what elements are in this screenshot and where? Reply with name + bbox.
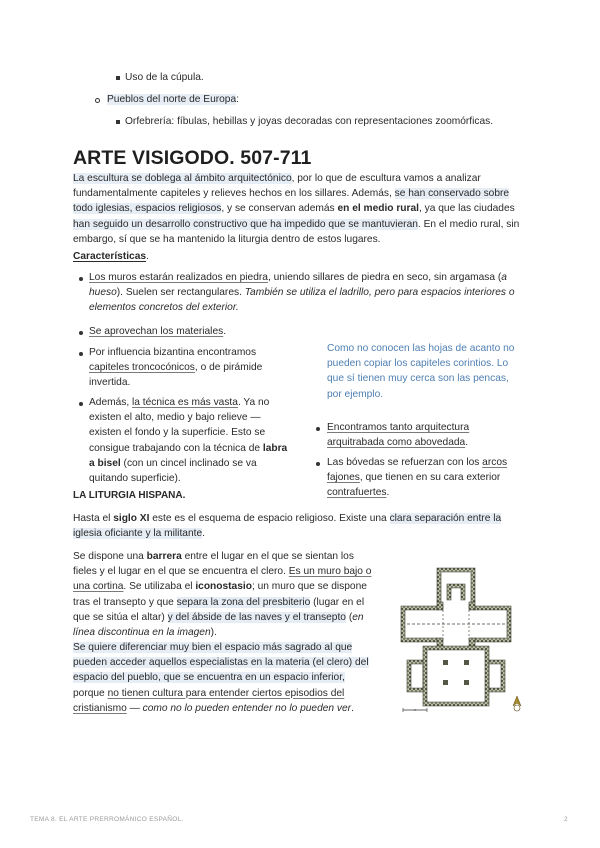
liturgia-heading: LA LITURGIA HISPANA. — [73, 490, 186, 501]
north-arrow-icon — [513, 696, 521, 711]
bullet-ring — [95, 98, 100, 103]
pier — [469, 638, 475, 646]
list-item-orfebreria: Orfebrería: fíbulas, hebillas y joyas decoradas con representaciones zoomórficas. — [125, 116, 494, 127]
bullet-dot — [79, 402, 83, 406]
pier — [464, 660, 469, 665]
side-note: Como no conocen las hojas de acanto no pueden copiar los capiteles corintios. Lo que sí tienen muy cerca son las pencas, por ejemplo. — [327, 343, 515, 400]
bullet-square — [116, 76, 120, 80]
list-item-pueblos: Pueblos del norte de Europa: — [107, 94, 239, 105]
bovedas-item: Las bóvedas se refuerzan con los arcos fajones, que tienen en su cara exterior contrafuertes. — [327, 457, 508, 499]
apse-inner — [447, 584, 465, 600]
pier — [469, 602, 475, 610]
bullet-dot — [316, 427, 320, 431]
arquitectura-item: Encontramos tanto arquitectura arquitrabada como abovedada. — [327, 422, 470, 449]
bullet-dot — [316, 462, 320, 466]
intro-paragraph: La escultura se doblega al ámbito arquitectónico, por lo que de escultura vamos a analizar fundamentalmente capiteles y relieves hechos en los sillares. Además, se han conservado sobre todo iglesias, espacios religiosos, y se conservan además en el medio rural, ya que las ciudades han seguido un desarrollo constructivo que ha impedido que se mantuvieran. En el medio rural, sin embargo, sí que se ha mantenido la liturgia dentro de estos lugares. — [73, 173, 520, 245]
side-chapel-right — [489, 660, 505, 692]
aprovechan-item: Se aprovechan los materiales. — [89, 326, 227, 337]
pier — [443, 660, 448, 665]
pueblos-label: Pueblos del norte de Europa — [107, 94, 237, 105]
bullet-dot — [79, 277, 83, 281]
tecnica-item: Además, la técnica es más vasta. Ya no existen el alto, medio y bajo relieve — existen el fondo y la superficie. Esto se consigue trabajando con la técnica de labra a bisel (con un cincel inclinado se va quitando superficie). — [89, 397, 288, 485]
section-heading: ARTE VISIGODO. 507-711 — [73, 147, 312, 169]
barrera-paragraph: Se dispone una barrera entre el lugar en el que se sientan los fieles y el lugar en el que se encuentra el clero. Es un muro bajo o una cortina. Se utilizaba el iconostasio; un muro que se dispone tras el transepto y que separa la zona del presbiterio (lugar en el que se sitúa el altar) y del ábside de las naves y el transepto (en línea discontinua en la imagen). — [73, 551, 372, 639]
bullet-dot — [79, 331, 83, 335]
diferenciar-paragraph: Se quiere diferenciar muy bien el espacio más sagrado al que pueden acceder aquellos especialistas en la materia (el clero) del espacio del pueblo, que se encuentra en un espacio inferior, porque no tienen cultura para entender ciertos episodios del cristianismo — como no lo pueden entender no lo pueden ver. — [73, 642, 369, 714]
muros-item: Los muros estarán realizados en piedra, uniendo sillares de piedra en seco, sin argamasa (a hueso). Suelen ser rectangulares. También se utiliza el ladrillo, pero para espacios interiores o elementos concretos del exterior. — [89, 272, 515, 314]
hasta-paragraph: Hasta el siglo XI este es el esquema de espacio religioso. Existe una clara separación entre la iglesia oficiante y la militante. — [73, 513, 502, 540]
side-chapel-left — [407, 660, 423, 692]
footer-title: TEMA 8. EL ARTE PRERROMÁNICO ESPAÑOL. — [30, 816, 184, 823]
bullet-square — [116, 120, 120, 124]
page-number: 2 — [564, 816, 568, 823]
nave-wall — [423, 646, 489, 706]
bizantina-item: Por influencia bizantina encontramos capiteles troncocónicos, o de pirámide invertida. — [89, 347, 263, 389]
church-floor-plan-image — [393, 560, 533, 720]
caracteristicas-heading: Características. — [73, 251, 149, 262]
pier — [437, 638, 443, 646]
list-item-cupula: Uso de la cúpula. — [125, 72, 204, 83]
iconostasis-line — [443, 606, 469, 642]
pier — [464, 680, 469, 685]
pier — [443, 680, 448, 685]
bullet-dot — [79, 352, 83, 356]
pier — [437, 602, 443, 610]
